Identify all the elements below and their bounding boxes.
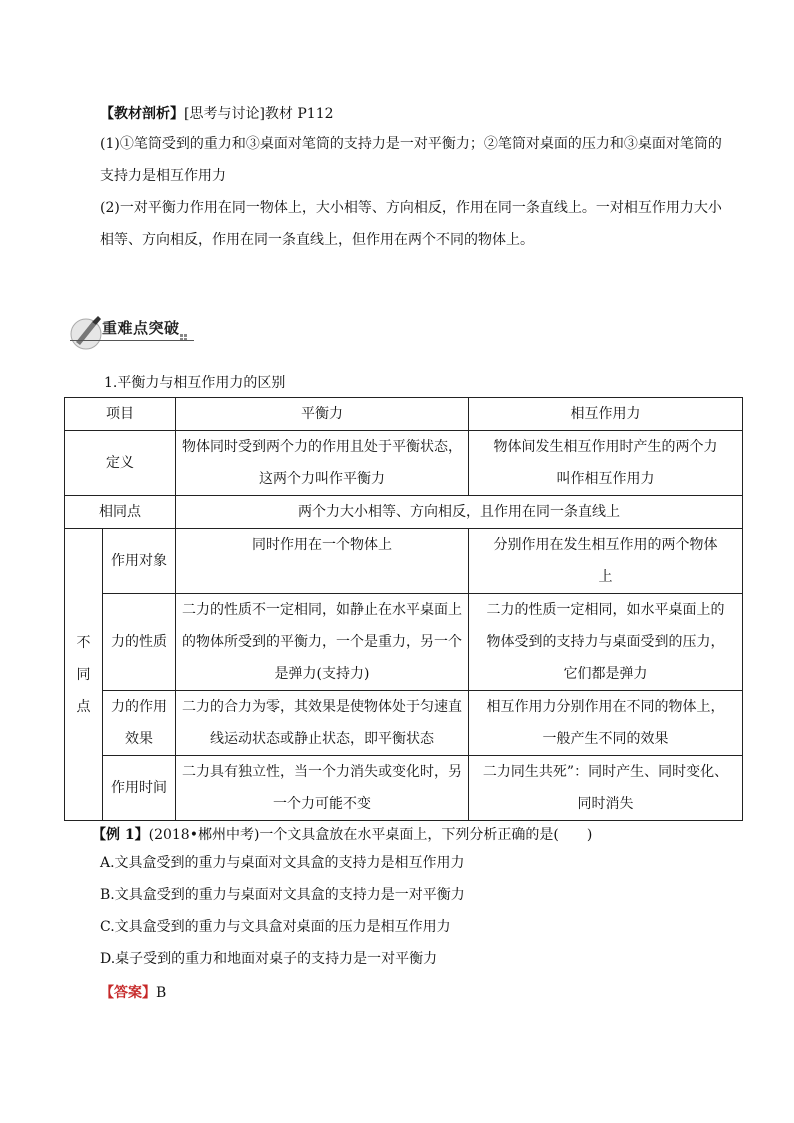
diff-group-char: 点	[76, 698, 91, 715]
effect-interaction	[469, 691, 743, 756]
table-header-row	[65, 398, 743, 431]
definition-balance-line: 这两个力叫作平衡力	[259, 471, 385, 487]
header-item: 项目	[65, 398, 176, 431]
table-row-nature	[65, 594, 743, 691]
nature-balance	[176, 594, 469, 691]
effect-interaction-line: 一般产生不同的效果	[542, 731, 669, 747]
example-answer	[100, 983, 166, 1003]
analysis-p1-line2: 支持力是相互作用力	[100, 168, 226, 184]
header-balance: 平衡力	[176, 398, 469, 431]
answer-value: B	[156, 985, 167, 1001]
analysis-p2-line2: 相等、方向相反，作用在同一条直线上，但作用在两个不同的物体上。	[100, 232, 534, 248]
diff-group-char: 不	[76, 634, 91, 651]
time-interaction-line: 二力同生共死”：同时产生、同时变化、	[482, 764, 729, 780]
nature-interaction-line: 二力的性质一定相同，如水平桌面上的	[486, 602, 725, 618]
effect-balance-line: 线运动状态或静止状态，即平衡状态	[210, 731, 434, 747]
target-interaction-line: 分别作用在发生相互作用的两个物体	[493, 537, 718, 553]
diff-group-char: 同	[76, 666, 91, 683]
comparison-table	[64, 397, 743, 821]
answer-tag: 【答案】	[100, 985, 156, 1001]
table-row-target	[65, 529, 743, 594]
example-option-d: D.桌子受到的重力和地面对桌子的支持力是一对平衡力	[100, 951, 438, 967]
table-row-same	[65, 496, 743, 529]
table-caption: 1.平衡力与相互作用力的区别	[104, 375, 286, 391]
example-stem: (2018•郴州中考)一个文具盒放在水平桌面上，下列分析正确的是( )	[148, 827, 593, 843]
same-text: 两个力大小相等、方向相反，且作用在同一条直线上	[176, 496, 743, 529]
target-label: 作用对象	[103, 529, 176, 594]
target-interaction	[469, 529, 743, 594]
effect-label	[103, 691, 176, 756]
analysis-ref: [思考与讨论]教材 P112	[184, 106, 334, 122]
target-balance: 同时作用在一个物体上	[176, 529, 469, 594]
example-stem-line	[92, 825, 592, 845]
effect-balance-line: 二力的合力为零，其效果是使物体处于匀速直	[182, 699, 462, 715]
table-row-definition	[65, 431, 743, 496]
section-underline	[70, 340, 194, 341]
nature-label: 力的性质	[103, 594, 176, 691]
effect-interaction-line: 相互作用力分别作用在不同的物体上，	[486, 699, 725, 715]
definition-interaction-line: 物体间发生相互作用时产生的两个力	[493, 439, 718, 455]
example-option-a: A.文具盒受到的重力与桌面对文具盒的支持力是相互作用力	[100, 855, 465, 871]
effect-label-line: 效果	[125, 731, 153, 747]
time-balance-line: 二力具有独立性，当一个力消失或变化时，另	[182, 764, 462, 780]
nature-interaction-line: 物体受到的支持力与桌面受到的压力，	[486, 634, 725, 650]
target-interaction-line: 上	[598, 569, 613, 585]
analysis-tag: 【教材剖析】	[100, 106, 184, 122]
effect-balance	[176, 691, 469, 756]
definition-balance	[176, 431, 469, 496]
analysis-p1-line1: (1)①笔筒受到的重力和③桌面对笔筒的支持力是一对平衡力；②笔筒对桌面的压力和③桌面对笔筒的	[100, 136, 722, 152]
time-interaction	[469, 756, 743, 821]
table-row-time	[65, 756, 743, 821]
definition-balance-line: 物体同时受到两个力的作用且处于平衡状态，	[182, 439, 462, 455]
diff-group-label	[65, 529, 103, 821]
same-label: 相同点	[65, 496, 176, 529]
example-option-c: C.文具盒受到的重力与文具盒对桌面的压力是相互作用力	[100, 919, 451, 935]
effect-label-line: 力的作用	[111, 699, 167, 715]
nature-balance-line: 二力的性质不一定相同，如静止在水平桌面上	[182, 602, 462, 618]
time-balance	[176, 756, 469, 821]
nature-balance-line: 是弹力(支持力)	[274, 666, 370, 682]
analysis-p2-line1: (2)一对平衡力作用在同一物体上，大小相等、方向相反，作用在同一条直线上。一对相互作用力大小	[100, 200, 722, 216]
time-balance-line: 一个力可能不变	[273, 796, 371, 812]
header-interaction: 相互作用力	[469, 398, 743, 431]
example-option-b: B.文具盒受到的重力与桌面对文具盒的支持力是一对平衡力	[100, 887, 465, 903]
nature-interaction-line: 它们都是弹力	[563, 666, 648, 682]
example-tag: 【例 1】	[92, 827, 149, 843]
time-interaction-line: 同时消失	[577, 796, 634, 812]
table-row-effect	[65, 691, 743, 756]
time-label: 作用时间	[103, 756, 176, 821]
definition-interaction	[469, 431, 743, 496]
nature-interaction	[469, 594, 743, 691]
definition-interaction-line: 叫作相互作用力	[556, 471, 655, 487]
section-title: 重难点突破	[102, 319, 180, 337]
nature-balance-line: 的物体所受到的平衡力，一个是重力，另一个	[182, 634, 462, 650]
analysis-heading	[100, 104, 334, 124]
definition-label: 定义	[65, 431, 176, 496]
